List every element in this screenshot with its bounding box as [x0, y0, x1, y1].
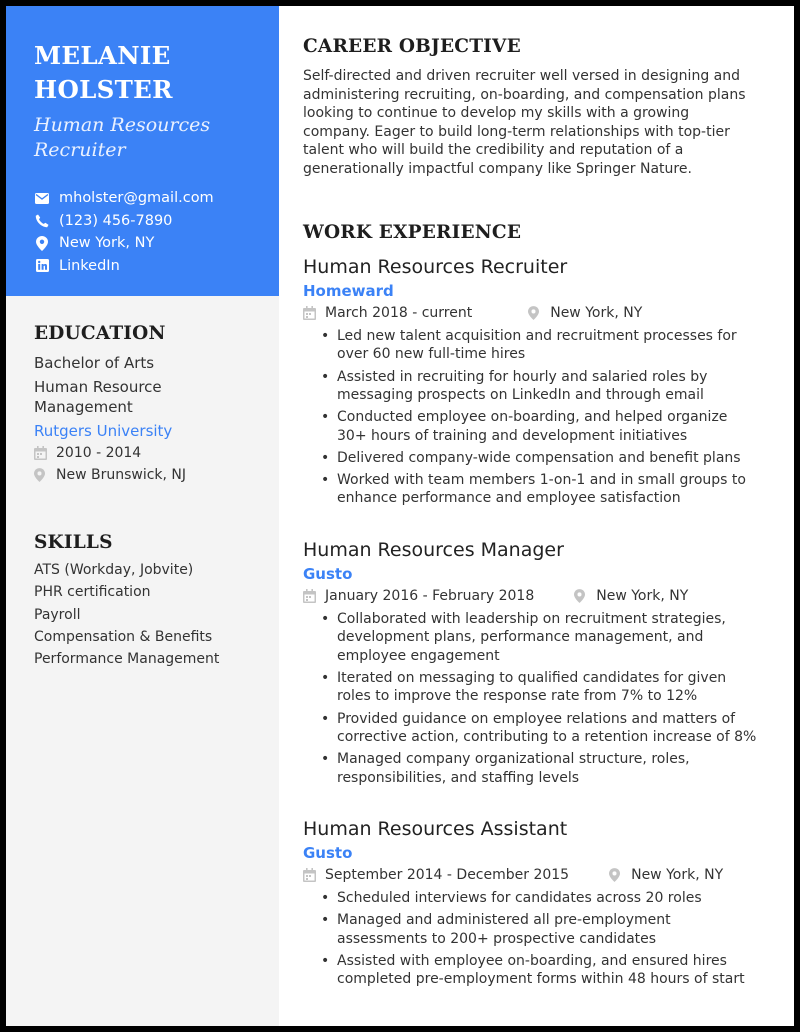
skill-item: Compensation & Benefits [34, 628, 213, 645]
list-item: • Iterated on messaging to qualified candidates for given roles to improve the response rate from 7% to 12% [321, 669, 773, 706]
skill-item: Performance Management [34, 651, 220, 668]
job-entry [303, 538, 773, 791]
career-objective-section [303, 36, 773, 178]
map-pin-icon [34, 468, 48, 482]
education-location: New Brunswick, NJ [34, 464, 274, 486]
job-location: New York, NY [609, 867, 723, 883]
career-objective-text: Self-directed and driven recruiter well versed in designing and administering recruiting, on-boarding, and compensation plans looking to continue to develop my skills with a growing company. Eager to build long-term relationships with top-tier talent who will build the credibility and reputation of a generationally impactful company like Springer Nature. [303, 68, 746, 177]
phone-icon [34, 213, 50, 229]
work-experience-section [303, 222, 773, 243]
calendar-icon [303, 868, 317, 882]
candidate-title: Human Resources Recruiter [34, 114, 211, 161]
linkedin-icon [34, 258, 50, 274]
company-name: Gusto [303, 844, 353, 862]
list-item: • Collaborated with leadership on recruitment strategies, development plans, performance management, and employee engagement [321, 610, 773, 665]
list-item: • Worked with team members 1-on-1 and in small groups to enhance performance and employee satisfaction [321, 471, 773, 508]
profile-header [6, 6, 279, 296]
career-objective-heading: CAREER OBJECTIVE [303, 36, 521, 57]
company-name: Gusto [303, 565, 353, 583]
list-item: • Managed company organizational structure, roles, responsibilities, and staffing levels [321, 750, 773, 787]
contact-list [34, 187, 279, 277]
list-item: • Assisted with employee on-boarding, and ensured hires completed pre-employment forms within 48 hours of start [321, 952, 773, 989]
work-experience-heading: WORK EXPERIENCE [303, 222, 522, 243]
list-item: • Provided guidance on employee relations and matters of corrective action, contributing to a retention increase of 8% [321, 710, 773, 747]
company-name: Homeward [303, 282, 394, 300]
education-section [34, 323, 274, 486]
job-location: New York, NY [528, 305, 642, 321]
degree: Bachelor of Arts [34, 354, 155, 372]
job-entry [303, 817, 773, 992]
contact-linkedin[interactable]: LinkedIn [34, 255, 279, 278]
job-meta [303, 585, 773, 607]
job-meta [303, 302, 773, 324]
list-item: • Assisted in recruiting for hourly and salaried roles by messaging prospects on LinkedIn and through email [321, 368, 773, 405]
job-title: Human Resources Recruiter [303, 256, 568, 278]
job-bullets [321, 889, 773, 989]
job-title: Human Resources Manager [303, 539, 564, 561]
job-entry [303, 255, 773, 512]
contact-phone[interactable]: (123) 456-7890 [34, 210, 279, 233]
school-name: Rutgers University [34, 422, 173, 440]
skill-item: PHR certification [34, 584, 151, 601]
resume-page [6, 6, 794, 1026]
education-years: 2010 - 2014 [34, 442, 274, 464]
list-item: • Managed and administered all pre-employment assessments to 200+ prospective candidates [321, 911, 773, 948]
list-item: • Delivered company-wide compensation and benefit plans [321, 449, 773, 467]
job-dates: January 2016 - February 2018 [325, 588, 535, 604]
field-of-study: Human Resource Management [34, 378, 162, 416]
calendar-icon [303, 306, 317, 320]
job-location: New York, NY [574, 588, 688, 604]
job-dates: March 2018 - current [325, 305, 473, 321]
skill-item: ATS (Workday, Jobvite) [34, 562, 194, 578]
job-bullets [321, 327, 773, 508]
contact-email[interactable]: mholster@gmail.com [34, 187, 279, 210]
map-pin-icon [574, 589, 588, 603]
skills-heading: SKILLS [34, 532, 113, 553]
candidate-name: MELANIE HOLSTER [34, 41, 173, 104]
map-pin-icon [34, 235, 50, 251]
skill-item: Payroll [34, 606, 81, 623]
calendar-icon [303, 589, 317, 603]
list-item: • Scheduled interviews for candidates across 20 roles [321, 889, 773, 907]
sidebar [6, 6, 279, 1026]
contact-location: New York, NY [34, 232, 279, 255]
job-meta [303, 864, 773, 886]
job-title: Human Resources Assistant [303, 818, 568, 840]
education-heading: EDUCATION [34, 323, 166, 344]
map-pin-icon [528, 306, 542, 320]
envelope-icon [34, 190, 50, 206]
job-dates: September 2014 - December 2015 [325, 867, 570, 883]
list-item: • Conducted employee on-boarding, and helped organize 30+ hours of training and development initiatives [321, 408, 773, 445]
map-pin-icon [609, 868, 623, 882]
skills-section [34, 532, 274, 670]
job-bullets [321, 610, 773, 787]
calendar-icon [34, 446, 48, 460]
list-item: • Led new talent acquisition and recruitment processes for over 60 new full-time hires [321, 327, 773, 364]
